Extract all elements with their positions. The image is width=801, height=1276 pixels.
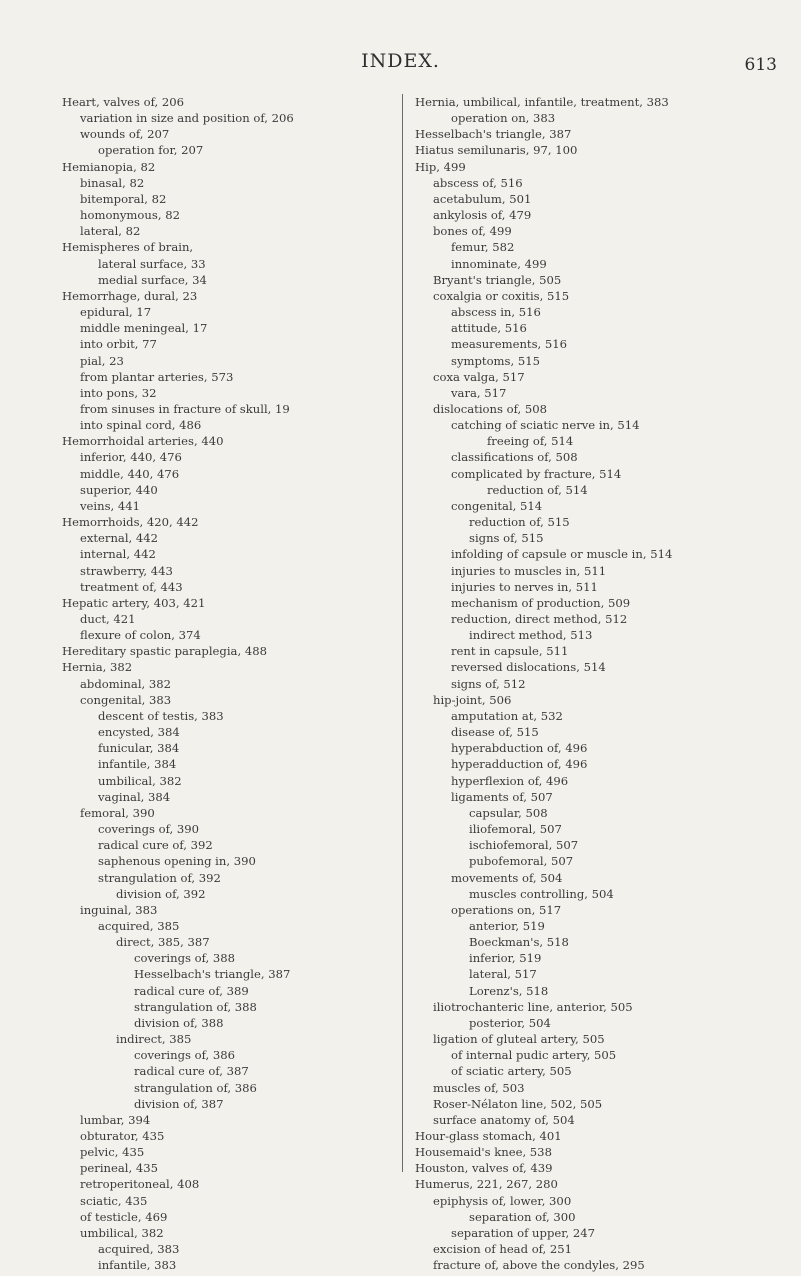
index-entry: radical cure of, 392 bbox=[98, 838, 213, 853]
index-entry: Hemorrhoids, 420, 442 bbox=[62, 515, 199, 530]
index-entry: vara, 517 bbox=[451, 385, 507, 400]
index-entry: operation for, 207 bbox=[98, 143, 204, 158]
index-entry: ligation of gluteal artery, 505 bbox=[433, 1032, 605, 1047]
index-entry: disease of, 515 bbox=[451, 725, 539, 740]
index-entry: from sinuses in fracture of skull, 19 bbox=[80, 401, 290, 416]
index-entry: variation in size and position of, 206 bbox=[80, 111, 294, 126]
index-entry: Housemaid's knee, 538 bbox=[415, 1145, 552, 1160]
index-entry: into spinal cord, 486 bbox=[80, 418, 202, 433]
index-entry: Hour-glass stomach, 401 bbox=[415, 1129, 562, 1143]
index-entry: acquired, 385 bbox=[98, 918, 180, 933]
index-entry: perineal, 435 bbox=[80, 1161, 158, 1176]
index-entry: hyperadduction of, 496 bbox=[451, 757, 588, 772]
index-entry: radical cure of, 387 bbox=[134, 1064, 249, 1079]
index-entry: inferior, 440, 476 bbox=[80, 450, 182, 465]
index-entry: lateral surface, 33 bbox=[98, 256, 206, 271]
index-entry: treatment of, 443 bbox=[80, 579, 183, 594]
index-entry: inferior, 519 bbox=[469, 951, 542, 966]
index-entry: into pons, 32 bbox=[80, 385, 157, 400]
index-entry: obturator, 435 bbox=[80, 1129, 165, 1143]
index-entry: congenital, 383 bbox=[80, 692, 172, 707]
index-entry: Hip, 499 bbox=[415, 159, 466, 174]
index-entry: Hesselbach's triangle, 387 bbox=[134, 967, 291, 982]
index-entry: complicated by fracture, 514 bbox=[451, 466, 622, 481]
index-entry: femur, 582 bbox=[451, 240, 515, 255]
index-entry: congenital, 514 bbox=[451, 498, 543, 513]
index-entry: Hereditary spastic paraplegia, 488 bbox=[62, 644, 267, 659]
index-entry: separation of upper, 247 bbox=[451, 1225, 595, 1240]
index-entry: muscles of, 503 bbox=[433, 1080, 525, 1095]
index-entry: Bryant's triangle, 505 bbox=[433, 272, 562, 287]
index-entry: reversed dislocations, 514 bbox=[451, 660, 606, 675]
index-entry: infolding of capsule or muscle in, 514 bbox=[451, 547, 673, 562]
index-entry: hyperabduction of, 496 bbox=[451, 741, 588, 756]
index-entry: veins, 441 bbox=[80, 498, 141, 513]
index-entry: division of, 387 bbox=[134, 1096, 224, 1111]
index-entry: medial surface, 34 bbox=[98, 272, 207, 287]
index-entry: hyperflexion of, 496 bbox=[451, 773, 569, 788]
index-entry: binasal, 82 bbox=[80, 175, 145, 190]
index-entry: bitemporal, 82 bbox=[80, 191, 167, 206]
index-entry: flexure of colon, 374 bbox=[80, 628, 201, 643]
index-entry: strangulation of, 392 bbox=[98, 870, 221, 885]
index-entry: hip-joint, 506 bbox=[433, 692, 512, 707]
index-entry: ligaments of, 507 bbox=[451, 789, 553, 804]
index-entry: of internal pudic artery, 505 bbox=[451, 1048, 617, 1063]
index-entry: epidural, 17 bbox=[80, 305, 152, 320]
index-entry: infantile, 384 bbox=[98, 757, 177, 772]
index-entry: umbilical, 382 bbox=[80, 1225, 164, 1240]
index-entry: of testicle, 469 bbox=[80, 1209, 168, 1224]
index-entry: saphenous opening in, 390 bbox=[98, 854, 256, 869]
index-entry: abscess in, 516 bbox=[451, 305, 541, 320]
index-entry: capsular, 508 bbox=[469, 805, 548, 820]
index-entry: Hesselbach's triangle, 387 bbox=[415, 127, 572, 142]
index-entry: external, 442 bbox=[80, 531, 159, 546]
index-entry: rent in capsule, 511 bbox=[451, 644, 569, 659]
index-entry: umbilical, 382 bbox=[98, 773, 182, 788]
index-entry: sciatic, 435 bbox=[80, 1193, 148, 1208]
index-entry: indirect, 385 bbox=[116, 1032, 192, 1047]
index-entry: freeing of, 514 bbox=[487, 434, 574, 449]
index-entry: signs of, 515 bbox=[469, 531, 544, 546]
index-entry: of sciatic artery, 505 bbox=[451, 1064, 572, 1079]
index-entry: abscess of, 516 bbox=[433, 175, 523, 190]
index-entry: operation on, 383 bbox=[451, 111, 556, 126]
page-header-title: INDEX. bbox=[361, 50, 440, 72]
index-entry: division of, 392 bbox=[116, 886, 206, 901]
index-entry: fracture of, above the condyles, 295 bbox=[433, 1258, 645, 1273]
index-entry: classifications of, 508 bbox=[451, 450, 578, 465]
index-entry: reduction of, 514 bbox=[487, 482, 588, 497]
index-entry: Hemianopia, 82 bbox=[62, 159, 156, 174]
index-entry: ischiofemoral, 507 bbox=[469, 838, 579, 853]
index-entry: posterior, 504 bbox=[469, 1015, 551, 1030]
index-entry: movements of, 504 bbox=[451, 870, 563, 885]
index-entry: middle meningeal, 17 bbox=[80, 321, 208, 336]
index-entry: muscles controlling, 504 bbox=[469, 886, 614, 901]
index-entry: retroperitoneal, 408 bbox=[80, 1177, 200, 1192]
index-entry: Boeckman's, 518 bbox=[469, 935, 569, 950]
index-entry: superior, 440 bbox=[80, 482, 158, 497]
index-entry: wounds of, 207 bbox=[80, 127, 170, 142]
index-entry: encysted, 384 bbox=[98, 725, 180, 740]
index-entry: Hernia, 382 bbox=[62, 660, 133, 675]
index-entry: coverings of, 390 bbox=[98, 822, 200, 837]
index-entry: femoral, 390 bbox=[80, 805, 155, 820]
index-entry: iliofemoral, 507 bbox=[469, 822, 562, 837]
index-entry: epiphysis of, lower, 300 bbox=[433, 1193, 572, 1208]
index-entry: reduction, direct method, 512 bbox=[451, 612, 628, 626]
index-entry: Hemispheres of brain, bbox=[62, 240, 194, 255]
index-entry: Hiatus semilunaris, 97, 100 bbox=[415, 143, 578, 158]
index-entry: Hepatic artery, 403, 421 bbox=[62, 595, 206, 610]
index-entry: coverings of, 388 bbox=[134, 951, 236, 966]
index-entry: Humerus, 221, 267, 280 bbox=[415, 1177, 558, 1192]
index-entry: measurements, 516 bbox=[451, 337, 568, 352]
index-entry: strangulation of, 388 bbox=[134, 999, 257, 1014]
index-entry: reduction of, 515 bbox=[469, 515, 570, 530]
index-entry: excision of head of, 251 bbox=[433, 1242, 573, 1257]
index-entry: vaginal, 384 bbox=[98, 789, 171, 804]
index-entry: dislocations of, 508 bbox=[433, 401, 547, 416]
index-entry: coxa valga, 517 bbox=[433, 369, 525, 384]
index-entry: infantile, 383 bbox=[98, 1258, 177, 1273]
index-entry: from plantar arteries, 573 bbox=[80, 369, 234, 384]
index-entry: injuries to nerves in, 511 bbox=[451, 579, 598, 594]
index-entry: lateral, 517 bbox=[469, 967, 537, 982]
index-entry: coxalgia or coxitis, 515 bbox=[433, 288, 570, 303]
index-entry: direct, 385, 387 bbox=[116, 935, 210, 950]
index-entry: duct, 421 bbox=[80, 612, 136, 626]
index-entry: Roser-Nélaton line, 502, 505 bbox=[433, 1096, 603, 1111]
index-entry: separation of, 300 bbox=[469, 1209, 576, 1224]
index-entry: Houston, valves of, 439 bbox=[415, 1161, 553, 1176]
index-column-left bbox=[62, 94, 392, 1273]
index-entry: lumbar, 394 bbox=[80, 1112, 151, 1127]
index-entry: Hemorrhage, dural, 23 bbox=[62, 288, 198, 303]
index-entry: injuries to muscles in, 511 bbox=[451, 563, 607, 578]
index-entry: acetabulum, 501 bbox=[433, 191, 532, 206]
index-entry: mechanism of production, 509 bbox=[451, 595, 631, 610]
index-entry: strangulation of, 386 bbox=[134, 1080, 257, 1095]
index-entry: Hernia, umbilical, infantile, treatment, 383 bbox=[415, 95, 669, 109]
index-entry: bones of, 499 bbox=[433, 224, 512, 239]
index-entry: pial, 23 bbox=[80, 353, 124, 368]
index-column-right bbox=[415, 94, 785, 1273]
index-entry: attitude, 516 bbox=[451, 321, 527, 336]
index-entry: division of, 388 bbox=[134, 1015, 224, 1030]
index-entry: symptoms, 515 bbox=[451, 353, 540, 368]
index-entry: signs of, 512 bbox=[451, 676, 526, 691]
index-entry: anterior, 519 bbox=[469, 918, 545, 933]
index-entry: funicular, 384 bbox=[98, 741, 180, 756]
index-entry: Heart, valves of, 206 bbox=[62, 95, 185, 109]
index-entry: Lorenz's, 518 bbox=[469, 983, 549, 998]
index-entry: coverings of, 386 bbox=[134, 1048, 236, 1063]
index-entry: surface anatomy of, 504 bbox=[433, 1112, 575, 1127]
page-number: 613 bbox=[744, 55, 777, 75]
index-entry: internal, 442 bbox=[80, 547, 156, 562]
index-entry: operations on, 517 bbox=[451, 902, 562, 917]
index-entry: pelvic, 435 bbox=[80, 1145, 145, 1160]
index-entry: homonymous, 82 bbox=[80, 208, 180, 223]
index-entry: iliotrochanteric line, anterior, 505 bbox=[433, 999, 633, 1014]
index-entry: indirect method, 513 bbox=[469, 628, 593, 643]
index-entry: acquired, 383 bbox=[98, 1242, 180, 1257]
index-entry: amputation at, 532 bbox=[451, 708, 563, 723]
index-entry: into orbit, 77 bbox=[80, 337, 157, 352]
index-entry: descent of testis, 383 bbox=[98, 708, 224, 723]
index-entry: radical cure of, 389 bbox=[134, 983, 249, 998]
index-entry: middle, 440, 476 bbox=[80, 466, 180, 481]
column-divider bbox=[402, 94, 403, 1172]
index-entry: inguinal, 383 bbox=[80, 902, 158, 917]
index-entry: Hemorrhoidal arteries, 440 bbox=[62, 434, 224, 449]
index-entry: lateral, 82 bbox=[80, 224, 141, 239]
index-entry: strawberry, 443 bbox=[80, 563, 173, 578]
index-entry: innominate, 499 bbox=[451, 256, 547, 271]
index-entry: ankylosis of, 479 bbox=[433, 208, 532, 223]
index-entry: abdominal, 382 bbox=[80, 676, 172, 691]
index-entry: catching of sciatic nerve in, 514 bbox=[451, 418, 640, 433]
index-entry: pubofemoral, 507 bbox=[469, 854, 574, 869]
